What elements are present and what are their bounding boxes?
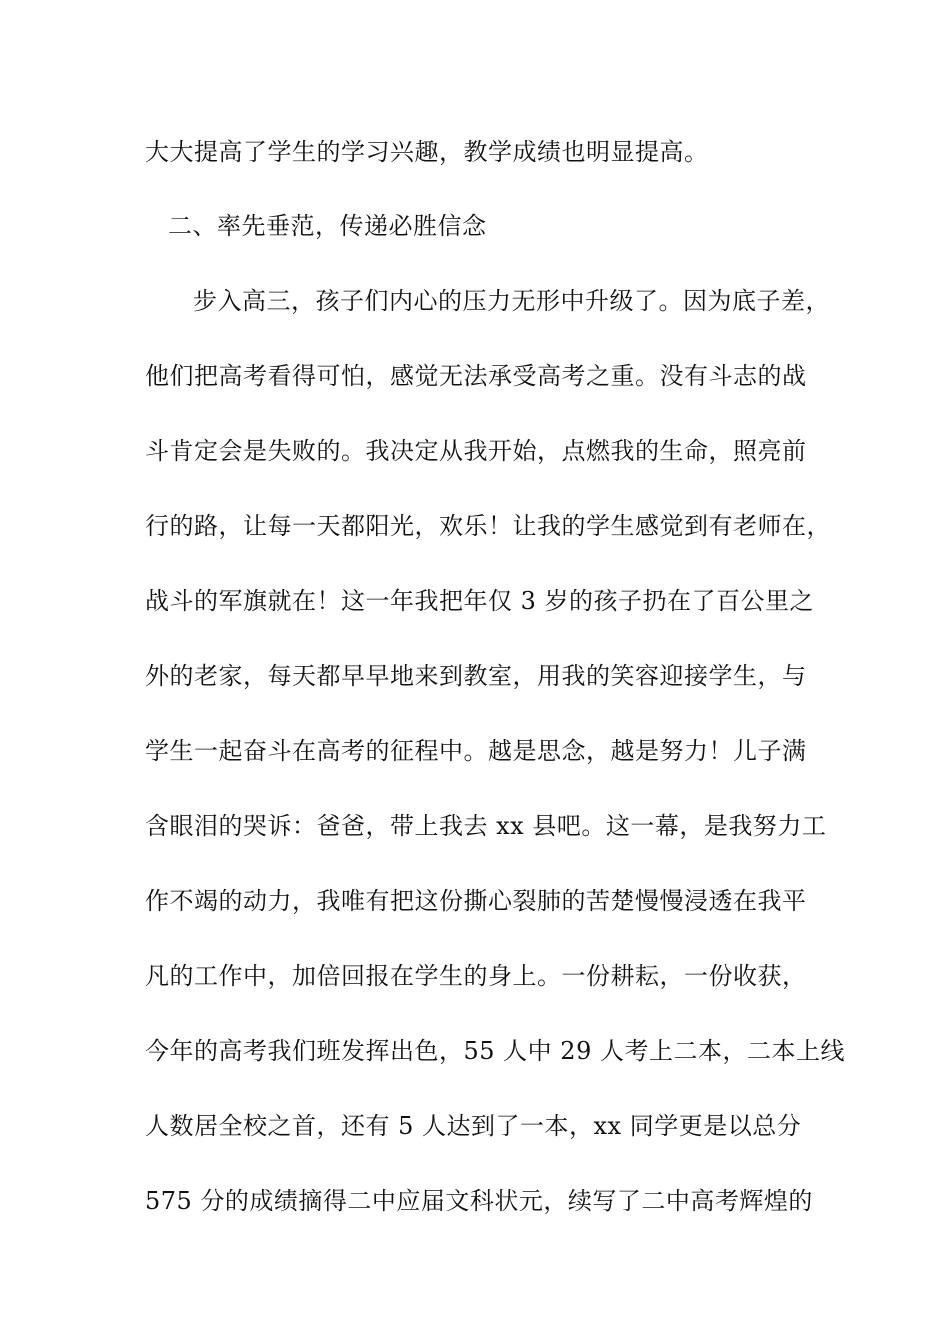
- paragraph-line-8: 外的老家，每天都早早地来到教室，用我的笑容迎接学生，与: [145, 662, 807, 690]
- paragraph-line-6: 行的路，让每一天都阳光，欢乐！让我的学生感觉到有老师在，: [145, 512, 831, 540]
- paragraph-line-3: 步入高三，孩子们内心的压力无形中升级了。因为底子差，: [193, 287, 830, 315]
- paragraph-line-5: 斗肯定会是失败的。我决定从我开始，点燃我的生命，照亮前: [145, 437, 807, 465]
- paragraph-line-7: 战斗的军旗就在！这一年我把年仅 3 岁的孩子扔在了百公里之: [145, 587, 815, 615]
- paragraph-line-14: 人数居全校之首，还有 5 人达到了一本，xx 同学更是以总分: [145, 1112, 802, 1140]
- paragraph-line-9: 学生一起奋斗在高考的征程中。越是思念，越是努力！儿子满: [145, 737, 807, 765]
- paragraph-line-10: 含眼泪的哭诉：爸爸，带上我去 xx 县吧。这一幕，是我努力工: [145, 812, 827, 840]
- paragraph-line-15: 575 分的成绩摘得二中应届文科状元，续写了二中高考辉煌的: [145, 1187, 813, 1215]
- section-heading: 二、率先垂范，传递必胜信念: [168, 212, 487, 240]
- paragraph-line-1: 大大提高了学生的学习兴趣，教学成绩也明显提高。: [145, 138, 709, 166]
- paragraph-line-12: 凡的工作中，加倍回报在学生的身上。一份耕耘，一份收获，: [145, 962, 807, 990]
- paragraph-line-11: 作不竭的动力，我唯有把这份撕心裂肺的苦楚慢慢浸透在我平: [145, 887, 807, 915]
- paragraph-line-13: 今年的高考我们班发挥出色，55 人中 29 人考上二本，二本上线: [145, 1037, 845, 1065]
- paragraph-line-4: 他们把高考看得可怕，感觉无法承受高考之重。没有斗志的战: [145, 362, 807, 390]
